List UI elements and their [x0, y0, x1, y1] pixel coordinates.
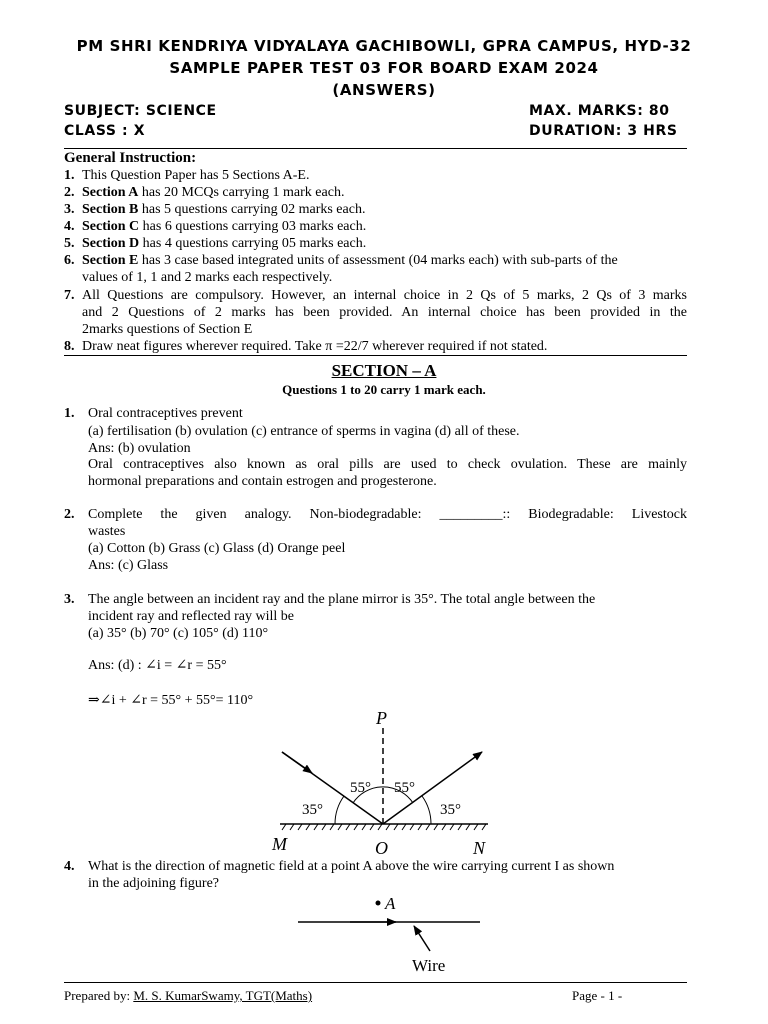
answer-working: ⇒∠i + ∠r = 55° + 55°= 110° [88, 693, 254, 708]
question-options: (a) fertilisation (b) ovulation (c) entrance of sperms in vagina (d) all of these. [88, 424, 520, 439]
instruction-number: 2. [64, 185, 75, 200]
question-text-continued: incident ray and reflected ray will be [88, 609, 295, 624]
instruction-item: Section A has 20 MCQs carrying 1 mark each. [82, 185, 345, 200]
question-number: 2. [64, 507, 75, 522]
instruction-number: 7. [64, 288, 75, 303]
answer-text: Ans: (c) Glass [88, 558, 169, 573]
angle-right-label: 35° [440, 802, 461, 818]
instruction-item: This Question Paper has 5 Sections A-E. [82, 168, 310, 183]
point-a-dot [376, 901, 381, 906]
reflection-diagram [270, 706, 500, 860]
question-text: Complete the given analogy. Non-biodegradable: _________:: Biodegradable: Livestock [88, 507, 687, 522]
instruction-item: Section E has 3 case based integrated units of assessment (04 marks each) with sub-parts of the [82, 253, 618, 268]
duration-label: DURATION: 3 HRS [529, 123, 678, 139]
question-text: What is the direction of magnetic field at a point A above the wire carrying current I as shown [88, 859, 615, 874]
wire-pointer-arrow [414, 926, 430, 951]
subject-label: SUBJECT: SCIENCE [64, 103, 217, 119]
label-n: N [473, 838, 486, 858]
label-o: O [375, 838, 388, 858]
max-marks-label: MAX. MARKS: 80 [529, 103, 670, 119]
instruction-item: Section B has 5 questions carrying 02 marks each. [82, 202, 366, 217]
question-number: 1. [64, 406, 75, 421]
instruction-number: 4. [64, 219, 75, 234]
instruction-item: Section D has 4 questions carrying 05 marks each. [82, 236, 367, 251]
instruction-item: All Questions are compulsory. However, an internal choice in 2 Qs of 5 marks, 2 Qs of 3 marks [82, 288, 687, 303]
question-text: The angle between an incident ray and the plane mirror is 35°. The total angle between the [88, 592, 596, 607]
label-wire: Wire [412, 956, 446, 975]
school-title: PM SHRI KENDRIYA VIDYALAYA GACHIBOWLI, GPRA CAMPUS, HYD-32 [76, 37, 692, 55]
footer-divider [64, 982, 687, 983]
wire-diagram [290, 888, 490, 978]
right-arc [422, 796, 431, 824]
instructions-title: General Instruction: [64, 150, 197, 166]
explanation-text: hormonal preparations and contain estrogen and progesterone. [88, 474, 437, 489]
instruction-item-continued: 2marks questions of Section E [82, 322, 253, 337]
question-text-continued: wastes [88, 524, 126, 539]
question-options: (a) Cotton (b) Grass (c) Glass (d) Orange peel [88, 541, 346, 556]
class-label: CLASS : X [64, 123, 146, 139]
angle-left-label: 35° [302, 802, 323, 818]
instructions-divider [64, 355, 687, 356]
instruction-item: Section C has 6 questions carrying 03 marks each. [82, 219, 367, 234]
header-divider [64, 148, 687, 149]
angle-i-label: 55° [350, 780, 371, 796]
instruction-number: 8. [64, 339, 75, 354]
instruction-number: 5. [64, 236, 75, 251]
instruction-item-continued: values of 1, 1 and 2 marks each respectively. [82, 270, 333, 285]
mirror-hatching [282, 824, 486, 830]
question-text-continued: in the adjoining figure? [88, 876, 220, 891]
label-m: M [272, 834, 287, 854]
section-subtitle: Questions 1 to 20 carry 1 mark each. [282, 382, 486, 397]
left-arc [335, 796, 344, 824]
paper-title: SAMPLE PAPER TEST 03 FOR BOARD EXAM 2024 [169, 59, 599, 77]
instruction-item: Draw neat figures wherever required. Take π =22/7 wherever required if not stated. [82, 339, 548, 354]
answers-label: (ANSWERS) [332, 81, 436, 99]
author-name: M. S. KumarSwamy, TGT(Maths) [133, 988, 313, 1003]
section-title: SECTION – A [331, 361, 437, 380]
instruction-item-continued: and 2 Questions of 2 marks has been provided. An internal choice has been provided in the [82, 305, 687, 320]
question-text: Oral contraceptives prevent [88, 406, 243, 421]
instruction-number: 6. [64, 253, 75, 268]
question-options: (a) 35° (b) 70° (c) 105° (d) 110° [88, 626, 269, 641]
angle-r-label: 55° [394, 780, 415, 796]
footer-credit: Prepared by: M. S. KumarSwamy, TGT(Maths) [64, 988, 313, 1003]
explanation-text: Oral contraceptives also known as oral pills are used to check ovulation. These are mainly [88, 457, 687, 472]
answer-text: Ans: (d) : ∠i = ∠r = 55° [88, 658, 227, 673]
label-a: A [385, 894, 396, 913]
instruction-number: 3. [64, 202, 75, 217]
instruction-number: 1. [64, 168, 75, 183]
page-number: Page - 1 - [572, 988, 623, 1003]
question-number: 4. [64, 859, 75, 874]
answer-text: Ans: (b) ovulation [88, 441, 191, 456]
label-p: P [376, 708, 387, 728]
question-number: 3. [64, 592, 75, 607]
